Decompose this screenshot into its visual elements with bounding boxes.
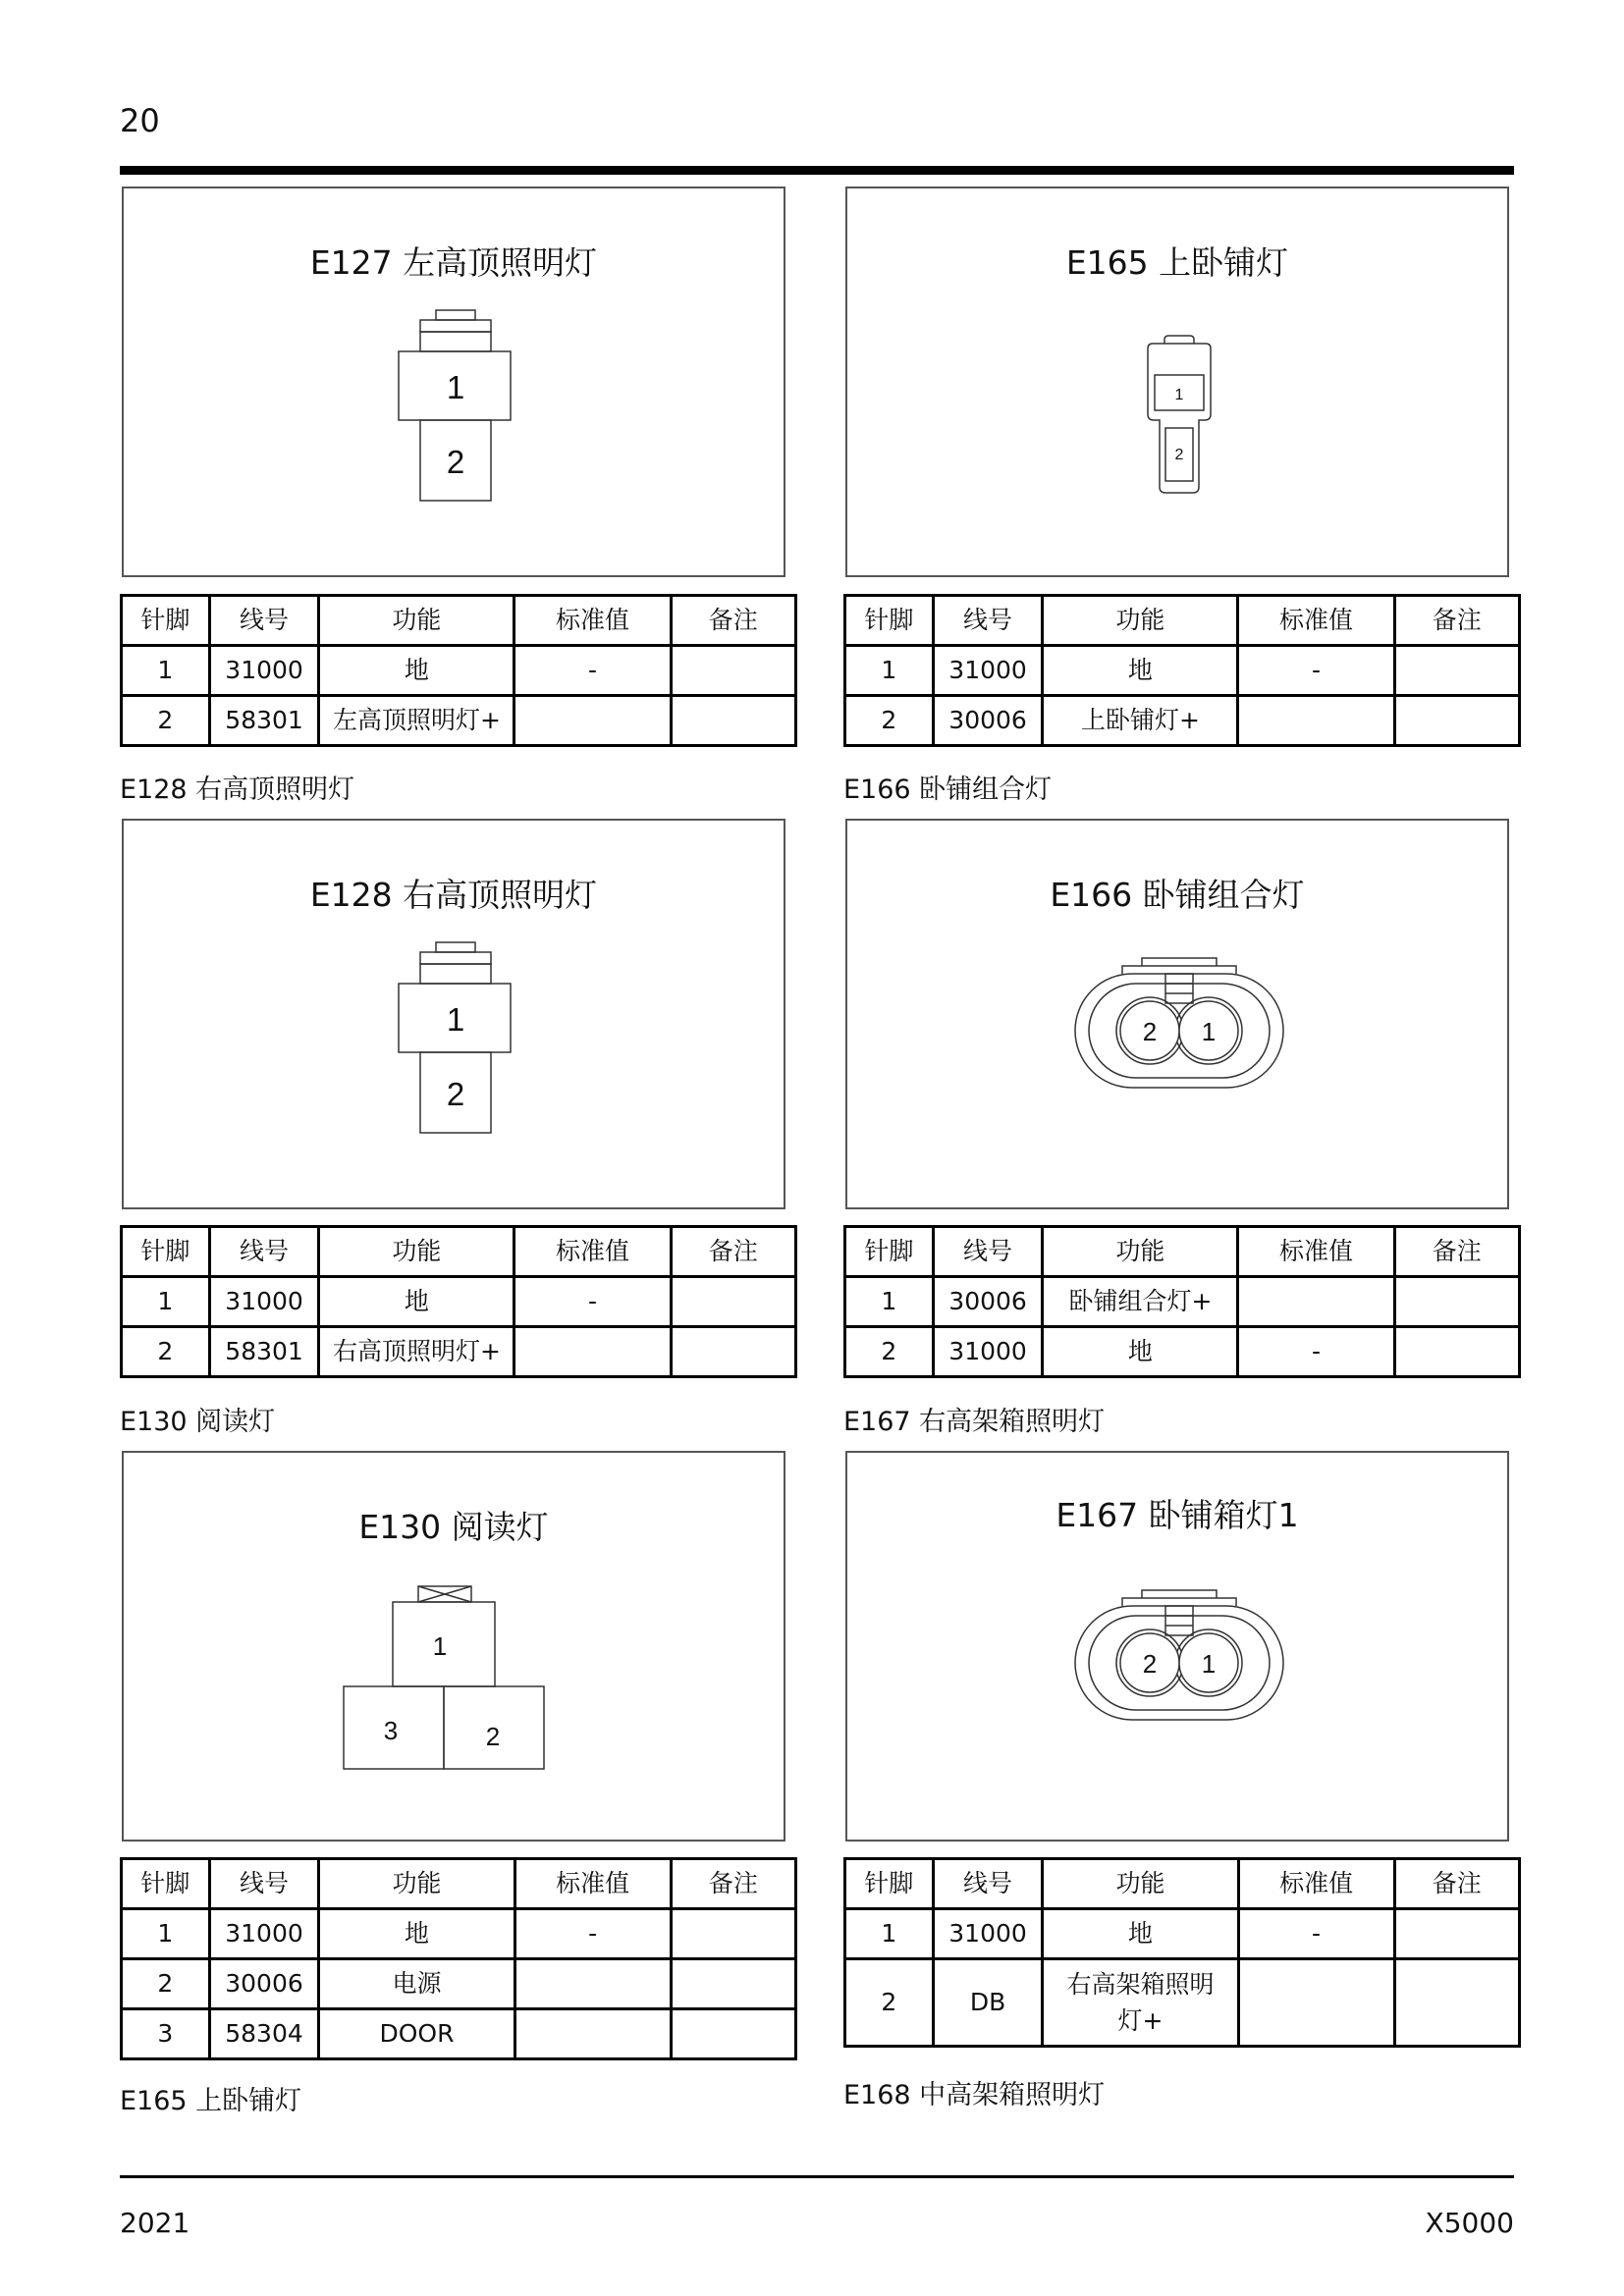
pin-label: 1 xyxy=(446,1001,465,1038)
table-row xyxy=(122,1327,796,1377)
col-header-remark: 备注 xyxy=(1394,596,1519,646)
table-cell xyxy=(1394,1277,1519,1327)
table-cell: 3 xyxy=(122,2009,210,2059)
table-cell: 31000 xyxy=(933,1909,1043,1959)
table-cell: 2 xyxy=(122,1327,210,1377)
table-row xyxy=(122,646,796,696)
table-cell: - xyxy=(1238,646,1394,696)
table-cell: 地 xyxy=(1043,1909,1238,1959)
table-cell: 1 xyxy=(845,1277,934,1327)
pin-table-e127 xyxy=(120,594,797,747)
table-cell: - xyxy=(1238,1327,1394,1377)
col-header-function: 功能 xyxy=(1043,596,1238,646)
connector-diagram-e166 xyxy=(847,821,1511,1211)
table-cell: 31000 xyxy=(933,646,1043,696)
pin-label: 1 xyxy=(1201,1649,1217,1679)
table-row xyxy=(122,2009,796,2059)
col-header-remark: 备注 xyxy=(671,596,795,646)
col-header-function: 功能 xyxy=(319,1859,514,1909)
col-header-remark: 备注 xyxy=(671,1227,795,1277)
table-cell: 左高顶照明灯+ xyxy=(319,696,514,746)
footer-rule xyxy=(120,2175,1514,2178)
footer-year: 2021 xyxy=(120,2207,190,2239)
pin-label: 1 xyxy=(1201,1017,1217,1046)
table-cell: 上卧铺灯+ xyxy=(1043,696,1238,746)
table-row xyxy=(122,1277,796,1327)
table-cell xyxy=(514,696,671,746)
table-cell: 1 xyxy=(122,1277,210,1327)
table-cell xyxy=(1238,1959,1394,2047)
table-cell: - xyxy=(1238,1909,1394,1959)
table-cell: 2 xyxy=(845,1327,934,1377)
col-header-wire: 线号 xyxy=(933,1859,1043,1909)
table-cell xyxy=(671,2009,795,2059)
connector-panel-e130 xyxy=(122,1451,785,1842)
table-cell: 58304 xyxy=(209,2009,319,2059)
table-cell: 卧铺组合灯+ xyxy=(1043,1277,1238,1327)
table-cell: 30006 xyxy=(933,1277,1043,1327)
col-header-standard: 标准值 xyxy=(514,1859,671,1909)
col-header-pin: 针脚 xyxy=(845,1227,934,1277)
table-cell: 右高顶照明灯+ xyxy=(319,1327,514,1377)
table-cell: 58301 xyxy=(209,1327,319,1377)
table-row xyxy=(122,1909,796,1959)
table-cell xyxy=(1238,1277,1394,1327)
pin-label: 3 xyxy=(383,1716,399,1745)
table-cell: 电源 xyxy=(319,1959,514,2009)
table-cell xyxy=(1394,696,1519,746)
table-row xyxy=(122,1959,796,2009)
pin-label: 2 xyxy=(485,1722,501,1751)
table-cell: 2 xyxy=(845,696,934,746)
table-cell xyxy=(514,1959,671,2009)
col-header-standard: 标准值 xyxy=(1238,1227,1394,1277)
table-cell: 地 xyxy=(1043,646,1238,696)
table-cell: DB xyxy=(933,1959,1043,2047)
table-cell: 地 xyxy=(319,1909,514,1959)
table-row xyxy=(845,1327,1520,1377)
panel-title: E127 左高顶照明灯 xyxy=(309,243,598,282)
connector-panel-e166 xyxy=(845,819,1509,1209)
table-cell: - xyxy=(514,1909,671,1959)
col-header-remark: 备注 xyxy=(671,1859,795,1909)
table-cell xyxy=(671,1277,795,1327)
col-header-function: 功能 xyxy=(1043,1859,1238,1909)
connector-diagram-e130 xyxy=(124,1453,787,1843)
connector-diagram-e165 xyxy=(847,188,1511,579)
table-cell: 2 xyxy=(845,1959,934,2047)
connector-diagram-e127 xyxy=(124,188,787,579)
table-cell xyxy=(671,1327,795,1377)
pin-table-e166 xyxy=(843,1225,1521,1378)
table-cell: 31000 xyxy=(209,646,319,696)
table-cell: 2 xyxy=(122,696,210,746)
col-header-pin: 针脚 xyxy=(122,1859,210,1909)
table-cell: 31000 xyxy=(933,1327,1043,1377)
table-cell xyxy=(514,2009,671,2059)
col-header-pin: 针脚 xyxy=(122,1227,210,1277)
table-cell xyxy=(1238,696,1394,746)
table-cell: - xyxy=(514,1277,671,1327)
table-row xyxy=(122,696,796,746)
panel-title: E128 右高顶照明灯 xyxy=(309,876,598,914)
table-cell: 31000 xyxy=(209,1909,319,1959)
table-row xyxy=(845,1277,1520,1327)
section-caption: E130 阅读灯 xyxy=(120,1407,276,1437)
col-header-standard: 标准值 xyxy=(514,1227,671,1277)
table-cell: 30006 xyxy=(209,1959,319,2009)
page-number: 20 xyxy=(120,102,160,139)
pin-table-e167 xyxy=(843,1857,1521,2048)
table-cell: 31000 xyxy=(209,1277,319,1327)
col-header-wire: 线号 xyxy=(933,1227,1043,1277)
pin-label: 1 xyxy=(432,1631,448,1661)
table-cell: 地 xyxy=(319,1277,514,1327)
table-cell: 2 xyxy=(122,1959,210,2009)
table-cell xyxy=(671,1909,795,1959)
table-row xyxy=(845,646,1520,696)
table-cell xyxy=(671,696,795,746)
pin-table-e130 xyxy=(120,1857,797,2060)
panel-title: E130 阅读灯 xyxy=(358,1508,549,1546)
col-header-wire: 线号 xyxy=(209,1859,319,1909)
table-cell: 1 xyxy=(845,1909,934,1959)
col-header-wire: 线号 xyxy=(209,596,319,646)
table-cell: 地 xyxy=(319,646,514,696)
section-caption: E166 卧铺组合灯 xyxy=(843,774,1053,805)
table-cell: - xyxy=(514,646,671,696)
col-header-standard: 标准值 xyxy=(1238,1859,1394,1909)
col-header-remark: 备注 xyxy=(1394,1859,1519,1909)
table-row xyxy=(845,1909,1520,1959)
panel-title: E166 卧铺组合灯 xyxy=(1050,876,1305,914)
table-cell: 1 xyxy=(122,1909,210,1959)
table-cell: 右高架箱照明灯+ xyxy=(1043,1959,1238,2047)
section-caption: E128 右高顶照明灯 xyxy=(120,774,355,805)
connector-diagram-e128 xyxy=(124,821,787,1211)
panel-title: E165 上卧铺灯 xyxy=(1065,243,1289,282)
footer-model: X5000 xyxy=(1425,2207,1514,2239)
section-caption: E167 右高架箱照明灯 xyxy=(843,1407,1106,1437)
table-cell: 58301 xyxy=(209,696,319,746)
connector-panel-e128 xyxy=(122,819,785,1209)
col-header-wire: 线号 xyxy=(209,1227,319,1277)
table-cell xyxy=(514,1327,671,1377)
table-cell xyxy=(1394,1327,1519,1377)
col-header-pin: 针脚 xyxy=(845,1859,934,1909)
col-header-standard: 标准值 xyxy=(1238,596,1394,646)
pin-table-e128 xyxy=(120,1225,797,1378)
table-cell: 1 xyxy=(122,646,210,696)
connector-panel-e167 xyxy=(845,1451,1509,1842)
header-rule xyxy=(120,166,1514,175)
section-caption: E165 上卧铺灯 xyxy=(120,2086,302,2116)
table-cell: 地 xyxy=(1043,1327,1238,1377)
pin-label: 1 xyxy=(446,369,465,405)
col-header-standard: 标准值 xyxy=(514,596,671,646)
col-header-function: 功能 xyxy=(319,596,514,646)
col-header-pin: 针脚 xyxy=(845,596,934,646)
pin-label: 2 xyxy=(446,1076,465,1112)
col-header-function: 功能 xyxy=(1043,1227,1238,1277)
table-cell xyxy=(1394,1959,1519,2047)
table-cell xyxy=(1394,646,1519,696)
pin-label: 1 xyxy=(1174,387,1184,403)
table-cell: 30006 xyxy=(933,696,1043,746)
table-cell: DOOR xyxy=(319,2009,514,2059)
table-cell xyxy=(1394,1909,1519,1959)
col-header-pin: 针脚 xyxy=(122,596,210,646)
section-caption: E168 中高架箱照明灯 xyxy=(843,2080,1106,2110)
connector-diagram-e167 xyxy=(847,1453,1511,1843)
panel-title: E167 卧铺箱灯1 xyxy=(1056,1496,1299,1534)
pin-label: 2 xyxy=(1142,1017,1158,1046)
table-row xyxy=(845,1959,1520,2047)
table-row xyxy=(845,696,1520,746)
table-cell xyxy=(671,1959,795,2009)
col-header-wire: 线号 xyxy=(933,596,1043,646)
pin-label: 2 xyxy=(1142,1649,1158,1679)
table-cell xyxy=(671,646,795,696)
connector-panel-e127 xyxy=(122,187,785,577)
col-header-remark: 备注 xyxy=(1394,1227,1519,1277)
col-header-function: 功能 xyxy=(319,1227,514,1277)
pin-table-e165 xyxy=(843,594,1521,747)
connector-panel-e165 xyxy=(845,187,1509,577)
pin-label: 2 xyxy=(446,444,465,480)
pin-label: 2 xyxy=(1174,447,1184,463)
table-cell: 1 xyxy=(845,646,934,696)
